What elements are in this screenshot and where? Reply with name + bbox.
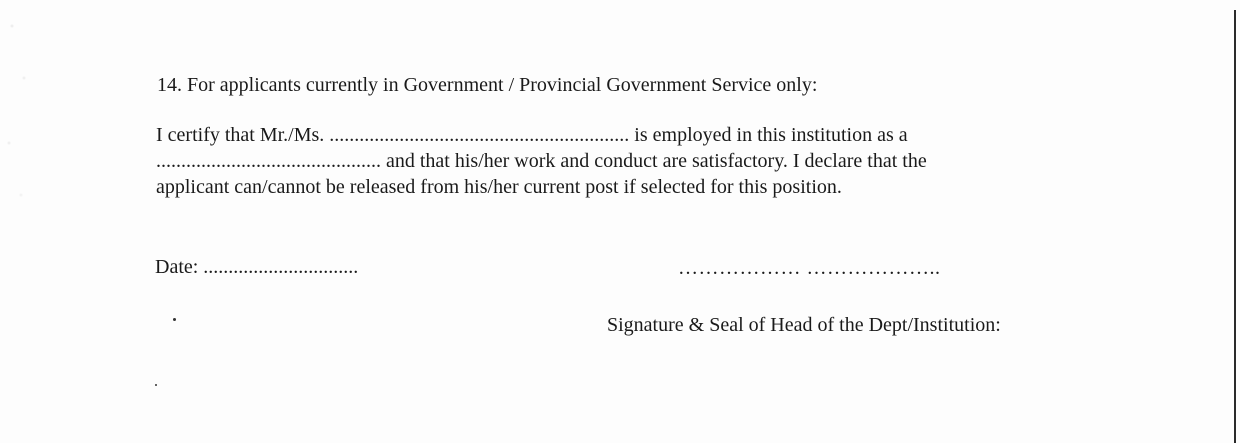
signature-caption: Signature & Seal of Head of the Dept/Institution: [607, 314, 1001, 336]
certification-line-2: ............................................. and that his/her work and conduct are satisfactory. I declare that the [156, 150, 927, 172]
certification-line-3: applicant can/cannot be released from his/her current post if selected for this position. [156, 176, 842, 198]
date-field: Date: ............................... [155, 256, 359, 278]
stray-dot [155, 384, 157, 386]
page-edge-line [1234, 10, 1236, 443]
signature-line: ……………… ……………….. [678, 257, 941, 279]
stray-mark [173, 318, 176, 321]
section-heading: 14. For applicants currently in Government / Provincial Government Service only: [157, 74, 818, 96]
certification-paragraph [156, 122, 1076, 200]
certification-line-1: I certify that Mr./Ms. ............................................................ is employed in this institution as a [156, 124, 908, 146]
scan-noise [0, 0, 60, 260]
